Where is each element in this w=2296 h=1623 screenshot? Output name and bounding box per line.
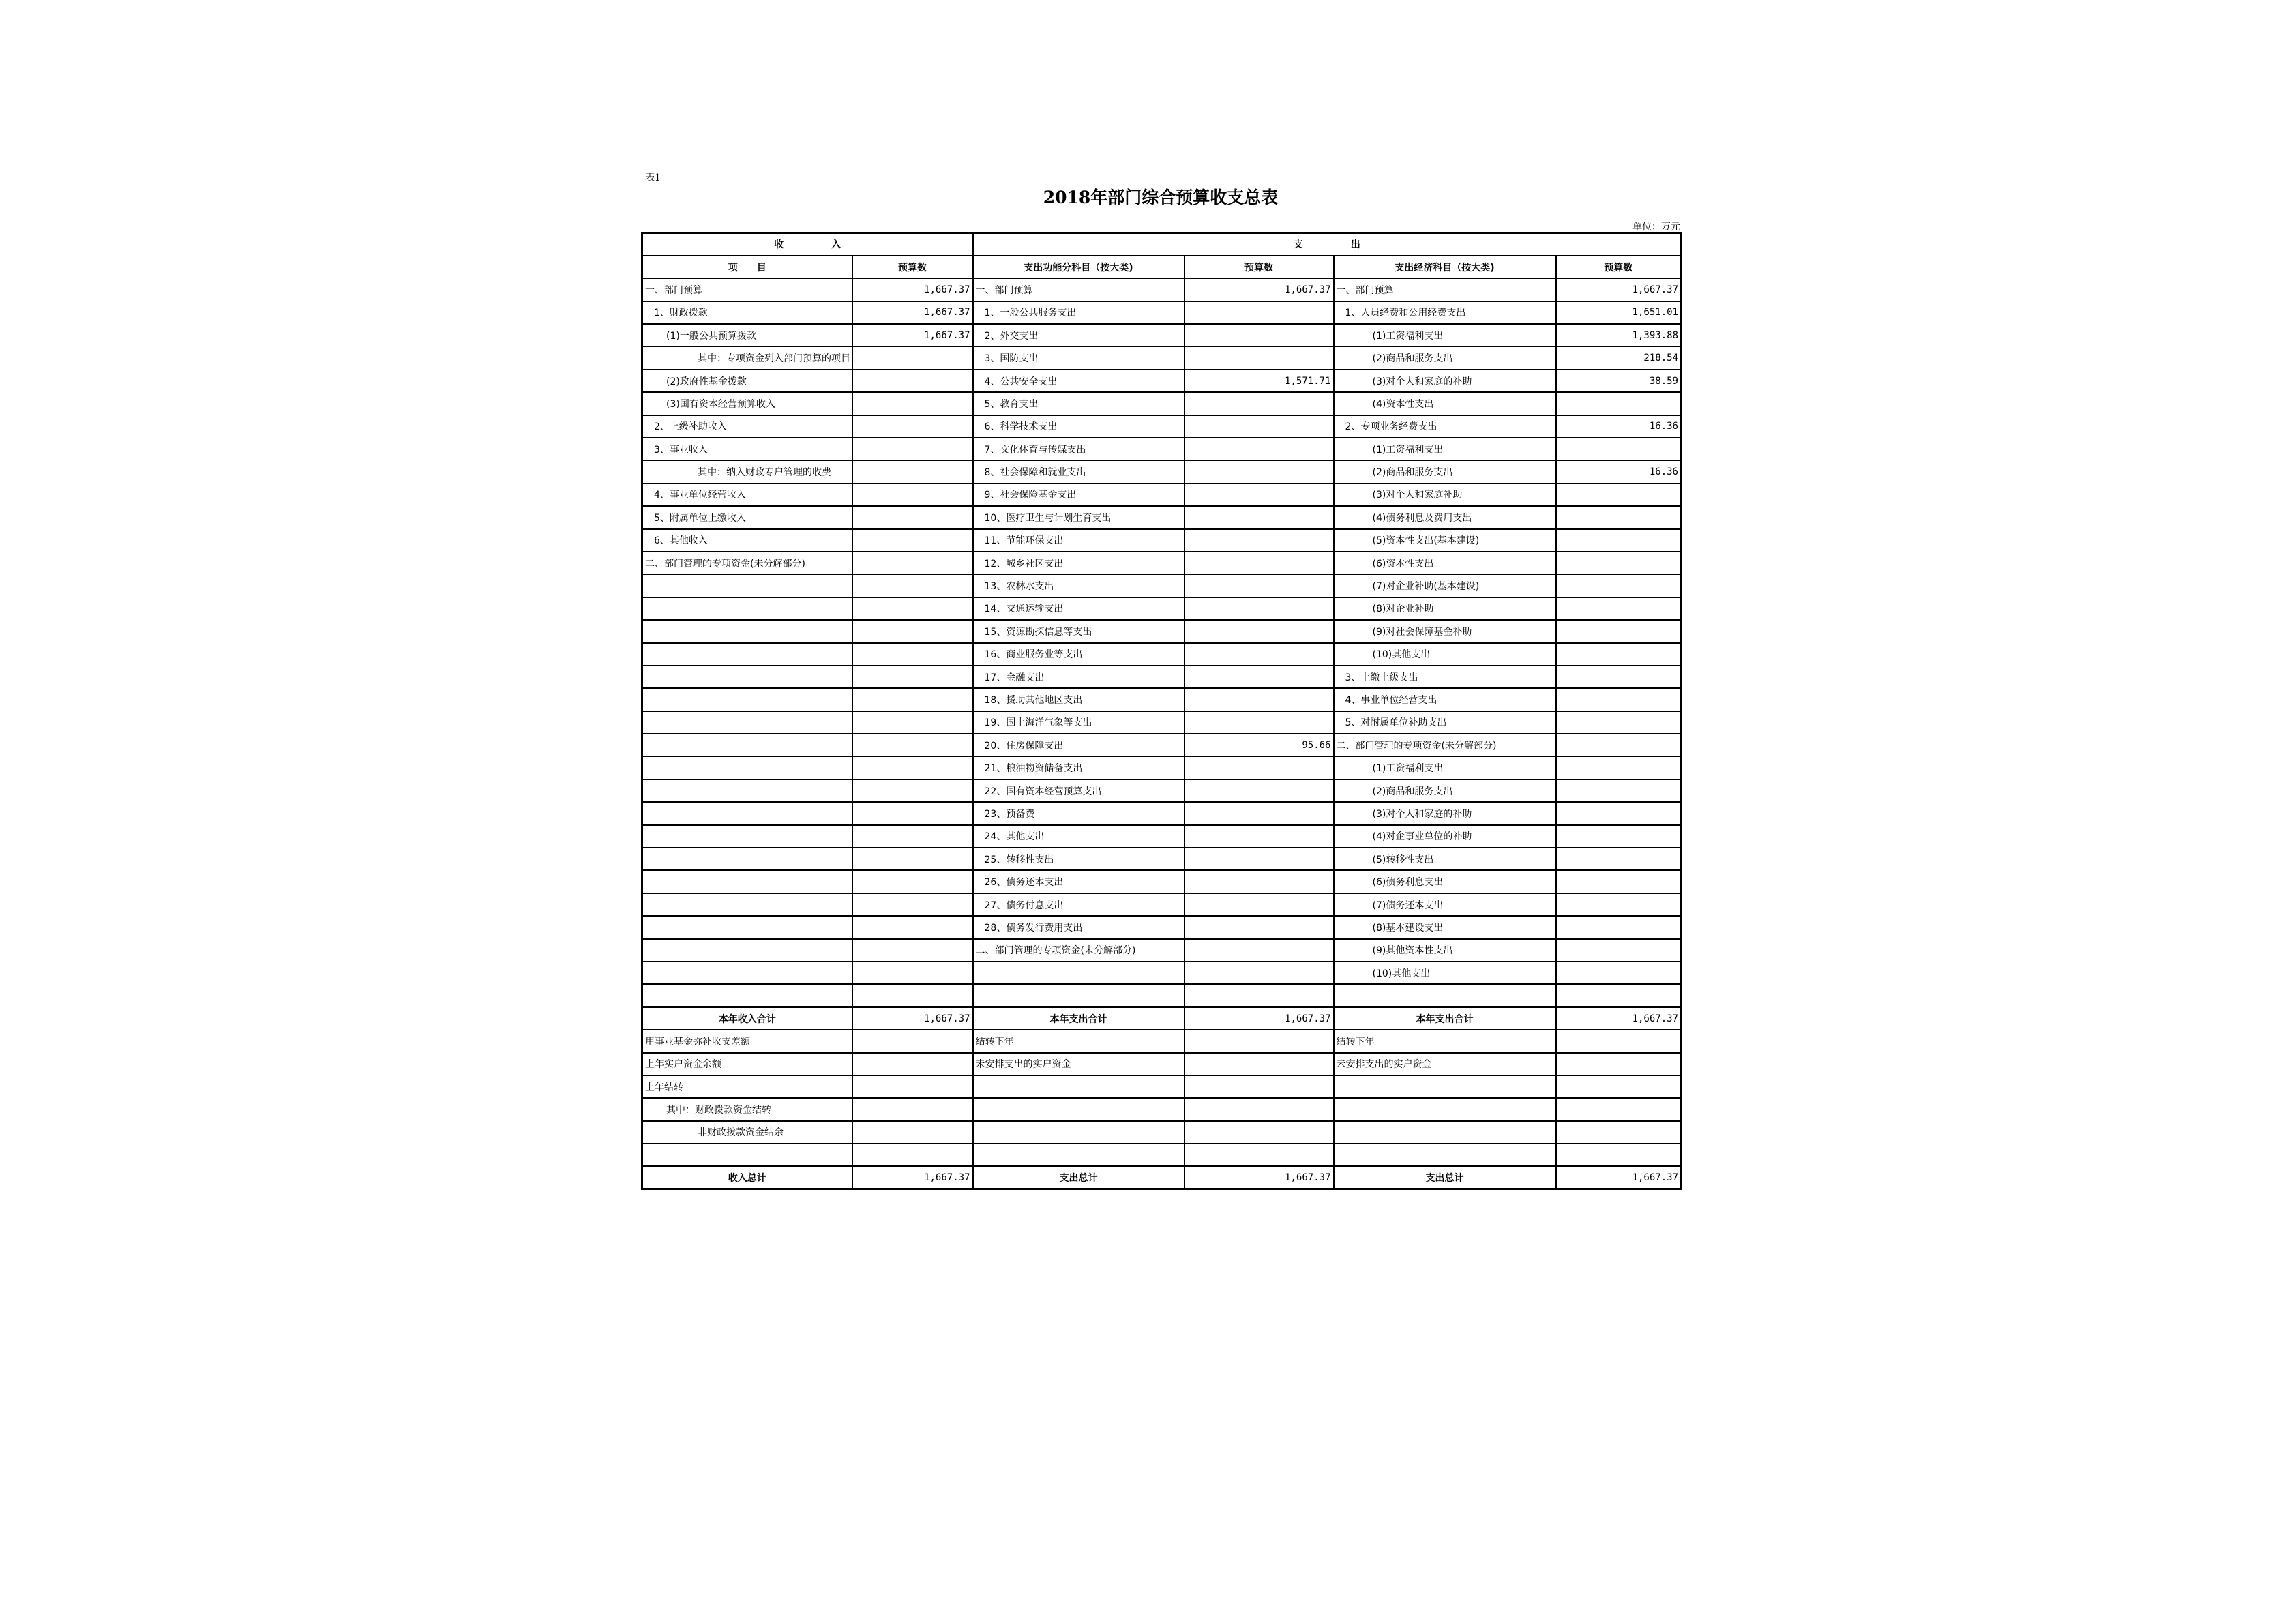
item-cell: (10)其他支出: [1334, 962, 1556, 984]
amount-cell: 1,667.37: [1556, 1007, 1682, 1030]
amount-cell: [852, 460, 973, 483]
amount-cell: [1556, 392, 1682, 415]
amount-cell: [1184, 529, 1334, 552]
item-cell: 28、债务发行费用支出: [973, 916, 1184, 938]
amount-cell: [1556, 984, 1682, 1007]
amount-cell: [1556, 1144, 1682, 1166]
subtotal-row: [642, 1007, 1682, 1030]
table-row: [642, 278, 1682, 301]
item-cell: [973, 962, 1184, 984]
item-cell: (6)债务利息支出: [1334, 870, 1556, 893]
item-cell: 结转下年: [1334, 1030, 1556, 1052]
item-cell: (1)工资福利支出: [1334, 438, 1556, 460]
item-cell: (3)对个人和家庭的补助: [1334, 370, 1556, 392]
amount-cell: [1184, 301, 1334, 324]
amount-cell: [1184, 506, 1334, 528]
amount-cell: [852, 597, 973, 620]
header-row-columns: [642, 256, 1682, 278]
item-cell: 8、社会保障和就业支出: [973, 460, 1184, 483]
amount-cell: 1,667.37: [852, 1167, 973, 1189]
amount-cell: [852, 1030, 973, 1052]
item-cell: 3、上缴上级支出: [1334, 666, 1556, 688]
amount-cell: [852, 825, 973, 848]
amount-cell: [852, 984, 973, 1007]
table-row: [642, 711, 1682, 734]
item-cell: 7、文化体育与传媒支出: [973, 438, 1184, 460]
income-header: 收 入: [642, 233, 973, 256]
amount-cell: [852, 346, 973, 369]
item-cell: (8)对企业补助: [1334, 597, 1556, 620]
amount-cell: [852, 939, 973, 962]
amount-cell: [852, 529, 973, 552]
amount-cell: [852, 666, 973, 688]
item-cell: 3、事业收入: [642, 438, 852, 460]
amount-cell: [852, 916, 973, 938]
amount-cell: [852, 962, 973, 984]
amount-cell: 1,667.37: [1184, 1007, 1334, 1030]
item-cell: 1、财政拨款: [642, 301, 852, 324]
item-cell: 上年结转: [642, 1075, 852, 1098]
amount-cell: [1184, 666, 1334, 688]
amount-cell: [1556, 756, 1682, 779]
amount-cell: [1184, 1053, 1334, 1075]
item-cell: (4)资本性支出: [1334, 392, 1556, 415]
amount-cell: [1556, 438, 1682, 460]
item-cell: 2、上级补助收入: [642, 415, 852, 438]
table-row: [642, 1121, 1682, 1144]
amount-cell: [852, 893, 973, 916]
amount-cell: [1556, 939, 1682, 962]
amount-cell: [1556, 711, 1682, 734]
amount-cell: [1184, 415, 1334, 438]
item-cell: [642, 962, 852, 984]
amount-cell: [1184, 893, 1334, 916]
table-row: [642, 916, 1682, 938]
item-cell: (3)对个人和家庭的补助: [1334, 802, 1556, 824]
amount-cell: [852, 506, 973, 528]
item-cell: [642, 756, 852, 779]
amount-cell: [852, 1144, 973, 1166]
amount-cell: [852, 779, 973, 802]
item-cell: 结转下年: [973, 1030, 1184, 1052]
table-row: [642, 1075, 1682, 1098]
item-cell: 27、债务付息支出: [973, 893, 1184, 916]
amount-cell: [1556, 620, 1682, 642]
table-row: [642, 483, 1682, 506]
amount-cell: [852, 620, 973, 642]
table-row: [642, 848, 1682, 870]
item-cell: (8)基本建设支出: [1334, 916, 1556, 938]
amount-cell: [1184, 962, 1334, 984]
item-cell: [642, 643, 852, 666]
amount-cell: [852, 370, 973, 392]
amount-cell: [1184, 711, 1334, 734]
amount-cell: 16.36: [1556, 460, 1682, 483]
table-row: [642, 506, 1682, 528]
item-cell: 16、商业服务业等支出: [973, 643, 1184, 666]
amount-cell: 218.54: [1556, 346, 1682, 369]
item-cell: 23、预备费: [973, 802, 1184, 824]
table-row: [642, 460, 1682, 483]
amount-cell: [1184, 688, 1334, 711]
item-cell: (5)资本性支出(基本建设): [1334, 529, 1556, 552]
col-func-header: 支出功能分科目（按大类): [973, 256, 1184, 278]
item-cell: 14、交通运输支出: [973, 597, 1184, 620]
item-cell: 本年支出合计: [973, 1007, 1184, 1030]
amount-cell: 1,571.71: [1184, 370, 1334, 392]
table-row: [642, 1030, 1682, 1052]
table-row: [642, 346, 1682, 369]
item-cell: [642, 893, 852, 916]
table-row: [642, 529, 1682, 552]
item-cell: 17、金融支出: [973, 666, 1184, 688]
item-cell: 二、部门管理的专项资金(未分解部分): [642, 552, 852, 574]
table-row: [642, 825, 1682, 848]
amount-cell: [1184, 392, 1334, 415]
table-row: [642, 893, 1682, 916]
item-cell: [973, 1075, 1184, 1098]
item-cell: (2)商品和服务支出: [1334, 460, 1556, 483]
amount-cell: [1556, 529, 1682, 552]
item-cell: 一、部门预算: [642, 278, 852, 301]
item-cell: [1334, 1121, 1556, 1144]
item-cell: [1334, 1098, 1556, 1120]
amount-cell: [1184, 597, 1334, 620]
item-cell: (9)其他资本性支出: [1334, 939, 1556, 962]
item-cell: 其中：专项资金列入部门预算的项目: [642, 346, 852, 369]
item-cell: [642, 984, 852, 1007]
item-cell: [642, 916, 852, 938]
item-cell: (1)工资福利支出: [1334, 324, 1556, 346]
amount-cell: [1184, 574, 1334, 597]
amount-cell: [1556, 688, 1682, 711]
amount-cell: [1184, 802, 1334, 824]
amount-cell: [1184, 939, 1334, 962]
table-row: [642, 688, 1682, 711]
item-cell: 支出总计: [1334, 1167, 1556, 1189]
amount-cell: [852, 552, 973, 574]
amount-cell: 95.66: [1184, 734, 1334, 756]
amount-cell: [1556, 734, 1682, 756]
item-cell: [642, 620, 852, 642]
amount-cell: [852, 870, 973, 893]
item-cell: 5、教育支出: [973, 392, 1184, 415]
item-cell: [642, 574, 852, 597]
item-cell: 1、人员经费和公用经费支出: [1334, 301, 1556, 324]
table-row: [642, 802, 1682, 824]
table-row: [642, 756, 1682, 779]
amount-cell: 1,667.37: [1184, 1167, 1334, 1189]
amount-cell: [1556, 825, 1682, 848]
amount-cell: 16.36: [1556, 415, 1682, 438]
table-row: [642, 324, 1682, 346]
item-cell: (3)对个人和家庭补助: [1334, 483, 1556, 506]
item-cell: (4)债务利息及费用支出: [1334, 506, 1556, 528]
col-econ-header: 支出经济科目（按大类): [1334, 256, 1556, 278]
item-cell: 未安排支出的实户资金: [1334, 1053, 1556, 1075]
amount-cell: [1184, 1144, 1334, 1166]
amount-cell: [1184, 1030, 1334, 1052]
item-cell: 4、公共安全支出: [973, 370, 1184, 392]
amount-cell: [1556, 916, 1682, 938]
item-cell: [973, 984, 1184, 1007]
amount-cell: 1,667.37: [852, 1007, 973, 1030]
amount-cell: [852, 1098, 973, 1120]
item-cell: 用事业基金弥补收支差额: [642, 1030, 852, 1052]
amount-cell: [1556, 666, 1682, 688]
item-cell: (7)对企业补助(基本建设): [1334, 574, 1556, 597]
item-cell: (1)一般公共预算拨款: [642, 324, 852, 346]
item-cell: [973, 1121, 1184, 1144]
amount-cell: [1184, 346, 1334, 369]
grand-total-row: [642, 1167, 1682, 1189]
amount-cell: [1556, 574, 1682, 597]
item-cell: 未安排支出的实户资金: [973, 1053, 1184, 1075]
table-row: [642, 1144, 1682, 1166]
item-cell: (1)工资福利支出: [1334, 756, 1556, 779]
amount-cell: [1556, 848, 1682, 870]
item-cell: 一、部门预算: [973, 278, 1184, 301]
amount-cell: [1556, 962, 1682, 984]
item-cell: 收入总计: [642, 1167, 852, 1189]
amount-cell: [1184, 848, 1334, 870]
amount-cell: [852, 643, 973, 666]
amount-cell: [1556, 552, 1682, 574]
table-row: [642, 552, 1682, 574]
item-cell: 非财政拨款资金结余: [642, 1121, 852, 1144]
table-row: [642, 1098, 1682, 1120]
item-cell: [642, 825, 852, 848]
amount-cell: 1,651.01: [1556, 301, 1682, 324]
item-cell: (7)债务还本支出: [1334, 893, 1556, 916]
item-cell: 2、专项业务经费支出: [1334, 415, 1556, 438]
item-cell: [642, 848, 852, 870]
amount-cell: [1184, 483, 1334, 506]
item-cell: 15、资源勘探信息等支出: [973, 620, 1184, 642]
item-cell: [973, 1144, 1184, 1166]
item-cell: 19、国土海洋气象等支出: [973, 711, 1184, 734]
item-cell: (2)商品和服务支出: [1334, 346, 1556, 369]
amount-cell: [1556, 1030, 1682, 1052]
item-cell: 18、援助其他地区支出: [973, 688, 1184, 711]
expense-header: 支 出: [973, 233, 1682, 256]
table-row: [642, 666, 1682, 688]
amount-cell: [1556, 1098, 1682, 1120]
item-cell: (4)对企事业单位的补助: [1334, 825, 1556, 848]
item-cell: 5、附属单位上缴收入: [642, 506, 852, 528]
item-cell: 21、粮油物资储备支出: [973, 756, 1184, 779]
item-cell: [642, 939, 852, 962]
amount-cell: [1556, 802, 1682, 824]
table-row: [642, 415, 1682, 438]
item-cell: 2、外交支出: [973, 324, 1184, 346]
amount-cell: [852, 415, 973, 438]
amount-cell: [852, 483, 973, 506]
amount-cell: [1556, 1053, 1682, 1075]
item-cell: 本年收入合计: [642, 1007, 852, 1030]
budget-table: [641, 232, 1682, 1190]
item-cell: [642, 666, 852, 688]
item-cell: [1334, 1144, 1556, 1166]
table-row: [642, 962, 1682, 984]
amount-cell: 1,667.37: [1556, 1167, 1682, 1189]
item-cell: [642, 1144, 852, 1166]
amount-cell: [1556, 483, 1682, 506]
item-cell: 22、国有资本经营预算支出: [973, 779, 1184, 802]
item-cell: [642, 597, 852, 620]
amount-cell: [1556, 779, 1682, 802]
item-cell: 9、社会保险基金支出: [973, 483, 1184, 506]
amount-cell: 1,667.37: [852, 278, 973, 301]
amount-cell: [1184, 620, 1334, 642]
amount-cell: [1184, 1121, 1334, 1144]
amount-cell: [1184, 438, 1334, 460]
amount-cell: [852, 734, 973, 756]
col-amount3-header: 预算数: [1556, 256, 1682, 278]
amount-cell: [1184, 984, 1334, 1007]
item-cell: (2)商品和服务支出: [1334, 779, 1556, 802]
amount-cell: [1184, 1075, 1334, 1098]
item-cell: 支出总计: [973, 1167, 1184, 1189]
item-cell: [1334, 984, 1556, 1007]
item-cell: (10)其他支出: [1334, 643, 1556, 666]
amount-cell: [1556, 506, 1682, 528]
amount-cell: [1184, 870, 1334, 893]
table-row: [642, 392, 1682, 415]
amount-cell: 1,667.37: [1556, 278, 1682, 301]
amount-cell: 1,393.88: [1556, 324, 1682, 346]
item-cell: [642, 779, 852, 802]
item-cell: 11、节能环保支出: [973, 529, 1184, 552]
table-row: [642, 870, 1682, 893]
amount-cell: 1,667.37: [852, 301, 973, 324]
amount-cell: [1184, 779, 1334, 802]
table-row: [642, 438, 1682, 460]
table-number: 表1: [645, 173, 661, 183]
amount-cell: [852, 711, 973, 734]
amount-cell: [852, 392, 973, 415]
item-cell: 6、其他收入: [642, 529, 852, 552]
amount-cell: [852, 688, 973, 711]
item-cell: 5、对附属单位补助支出: [1334, 711, 1556, 734]
amount-cell: [1184, 643, 1334, 666]
item-cell: 一、部门预算: [1334, 278, 1556, 301]
amount-cell: [1556, 1075, 1682, 1098]
item-cell: 20、住房保障支出: [973, 734, 1184, 756]
item-cell: [973, 1098, 1184, 1120]
amount-cell: [1556, 870, 1682, 893]
item-cell: (2)政府性基金拨款: [642, 370, 852, 392]
item-cell: [642, 802, 852, 824]
amount-cell: [1556, 1121, 1682, 1144]
item-cell: 6、科学技术支出: [973, 415, 1184, 438]
amount-cell: [1556, 643, 1682, 666]
item-cell: 3、国防支出: [973, 346, 1184, 369]
item-cell: 其中：财政拨款资金结转: [642, 1098, 852, 1120]
page-title: 2018年部门综合预算收支总表: [1043, 188, 1279, 207]
amount-cell: [1184, 825, 1334, 848]
amount-cell: [852, 1053, 973, 1075]
item-cell: [642, 870, 852, 893]
amount-cell: [1184, 756, 1334, 779]
item-cell: [642, 688, 852, 711]
table-row: [642, 1053, 1682, 1075]
item-cell: 25、转移性支出: [973, 848, 1184, 870]
item-cell: 24、其他支出: [973, 825, 1184, 848]
table-row: [642, 620, 1682, 642]
amount-cell: [1184, 552, 1334, 574]
item-cell: 10、医疗卫生与计划生育支出: [973, 506, 1184, 528]
amount-cell: [1556, 597, 1682, 620]
table-row: [642, 779, 1682, 802]
item-cell: (5)转移性支出: [1334, 848, 1556, 870]
item-cell: 其中：纳入财政专户管理的收费: [642, 460, 852, 483]
amount-cell: 38.59: [1556, 370, 1682, 392]
amount-cell: [852, 802, 973, 824]
table-row: [642, 984, 1682, 1007]
unit-label: 单位：万元: [1632, 222, 1680, 233]
table-row: [642, 597, 1682, 620]
header-row-group: [642, 233, 1682, 256]
table-row: [642, 939, 1682, 962]
item-cell: 4、事业单位经营收入: [642, 483, 852, 506]
table-row: [642, 370, 1682, 392]
amount-cell: [1556, 893, 1682, 916]
amount-cell: [1184, 1098, 1334, 1120]
item-cell: 二、部门管理的专项资金(未分解部分): [1334, 734, 1556, 756]
item-cell: 上年实户资金余额: [642, 1053, 852, 1075]
amount-cell: [1184, 324, 1334, 346]
amount-cell: [1184, 916, 1334, 938]
item-cell: (9)对社会保障基金补助: [1334, 620, 1556, 642]
table-row: [642, 734, 1682, 756]
amount-cell: [852, 756, 973, 779]
item-cell: 本年支出合计: [1334, 1007, 1556, 1030]
item-cell: 1、一般公共服务支出: [973, 301, 1184, 324]
amount-cell: [852, 1121, 973, 1144]
table-row: [642, 301, 1682, 324]
amount-cell: 1,667.37: [852, 324, 973, 346]
col-amount-header: 预算数: [852, 256, 973, 278]
item-cell: 13、农林水支出: [973, 574, 1184, 597]
amount-cell: [1184, 460, 1334, 483]
col-item-header: 项 目: [642, 256, 852, 278]
amount-cell: [852, 848, 973, 870]
amount-cell: [852, 1075, 973, 1098]
item-cell: (3)国有资本经营预算收入: [642, 392, 852, 415]
item-cell: 4、事业单位经营支出: [1334, 688, 1556, 711]
amount-cell: [852, 438, 973, 460]
item-cell: [1334, 1075, 1556, 1098]
item-cell: (6)资本性支出: [1334, 552, 1556, 574]
item-cell: 二、部门管理的专项资金(未分解部分): [973, 939, 1184, 962]
amount-cell: 1,667.37: [1184, 278, 1334, 301]
item-cell: [642, 711, 852, 734]
table-row: [642, 643, 1682, 666]
col-amount2-header: 预算数: [1184, 256, 1334, 278]
item-cell: 12、城乡社区支出: [973, 552, 1184, 574]
item-cell: [642, 734, 852, 756]
table-row: [642, 574, 1682, 597]
amount-cell: [852, 574, 973, 597]
item-cell: 26、债务还本支出: [973, 870, 1184, 893]
